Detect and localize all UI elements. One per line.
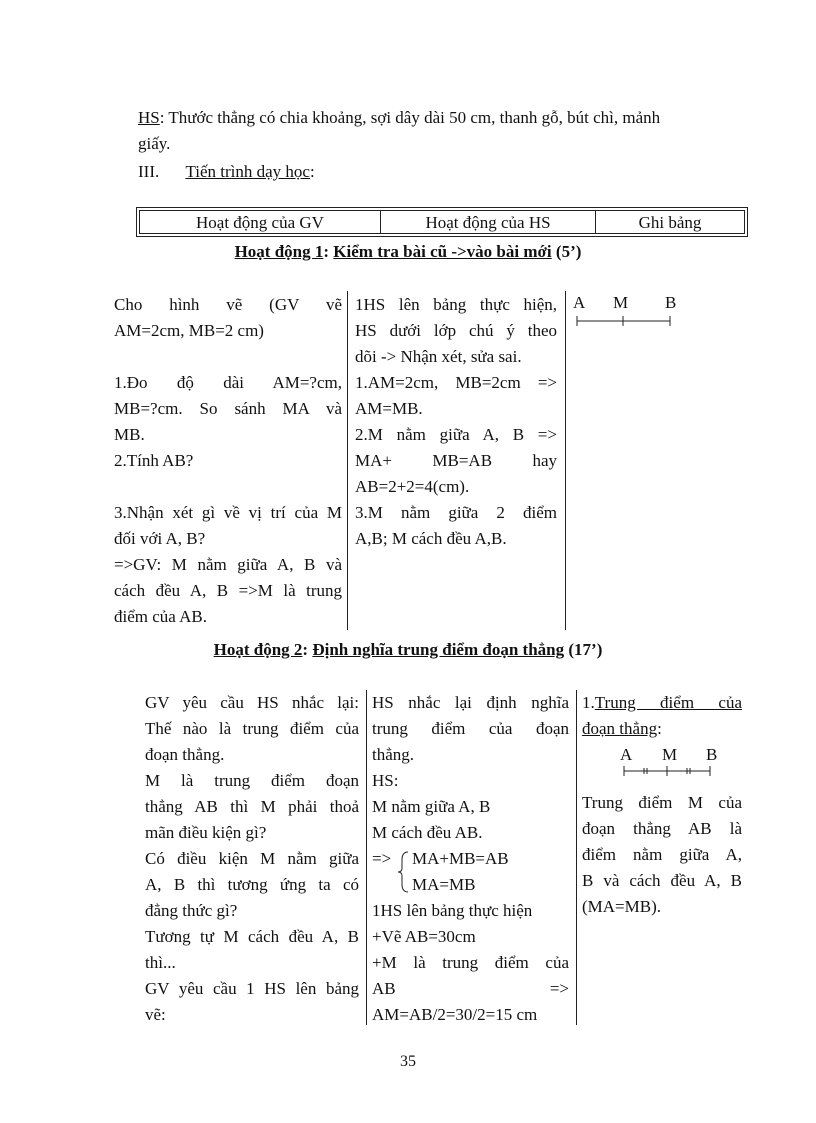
point-label-b: B: [665, 293, 677, 312]
activity1-label: Hoạt động 1: [234, 242, 324, 261]
text-line: mãn điều kiện gì?: [145, 823, 267, 842]
point-label-a: A: [573, 293, 586, 312]
text-line: M là trung điểm đoạn: [145, 771, 359, 790]
page-number: 35: [400, 1053, 416, 1070]
point-label-b: B: [706, 745, 718, 764]
text-line: Có điều kiện M nằm giữa: [145, 849, 359, 868]
text-line: Trung điểm M của: [582, 793, 742, 812]
activity2-label: Hoạt động 2: [213, 640, 303, 659]
text-line: HS dưới lớp chú ý theo: [355, 321, 557, 340]
definition-heading: 1.Trung điểm của: [582, 693, 742, 712]
text-line: Cho hình vẽ (GV vẽ: [114, 295, 342, 314]
text-line: (MA=MB).: [582, 897, 662, 916]
text-line: 3.M nằm giữa 2 điểm: [355, 503, 557, 522]
text-line: =>GV: M nằm giữa A, B và: [114, 555, 342, 574]
text-line: A, B thì tương ứng ta có: [145, 875, 359, 894]
section-number: III.: [138, 162, 160, 181]
text-line: 1.AM=2cm, MB=2cm =>: [355, 373, 557, 392]
text-line: điểm của AB.: [114, 607, 208, 626]
text-line: trung điểm của đoạn: [372, 719, 569, 738]
point-label-a: A: [620, 745, 633, 764]
text-line: M cách đều AB.: [372, 823, 483, 842]
materials-line-2: giấy.: [138, 134, 171, 153]
text-line: thì...: [145, 953, 176, 972]
text-line: thẳng AB thì M phải thoả: [145, 797, 359, 816]
text-line: Thế nào là trung điểm của: [145, 719, 359, 738]
activity2-heading: Hoạt động 2: Định nghĩa trung điểm đoạn thẳng (17’): [213, 640, 603, 659]
segment-diagram-am-b: [571, 293, 691, 333]
definition-heading-2: đoạn thẳng:: [582, 719, 662, 738]
text-line: 1HS lên bảng thực hiện: [372, 901, 533, 920]
text-line: 1.Đo độ dài AM=?cm,: [114, 373, 342, 392]
text-line: B và cách đều A, B: [582, 871, 742, 890]
materials-line-1: [138, 105, 748, 131]
activity2-gv-column: [145, 690, 359, 1028]
text-line: AB =>: [372, 979, 569, 998]
text-line: 1HS lên bảng thực hiện,: [355, 295, 557, 314]
section-title: Tiến trình dạy học: [185, 162, 310, 181]
text-line: HS nhắc lại định nghĩa: [372, 693, 569, 712]
text-line: AM=MB.: [355, 399, 423, 418]
hs-materials-text: : Thước thẳng có chia khoảng, sợi dây dài 50 cm, thanh gỗ, bút chì, mảnh: [159, 108, 661, 127]
divider: [576, 690, 577, 1025]
text-line: vẽ:: [145, 1005, 166, 1024]
implies-arrow: =>: [372, 849, 392, 868]
text-line: 3.Nhận xét gì về vị trí của M: [114, 503, 342, 522]
text-line: GV yêu cầu 1 HS lên bảng: [145, 979, 359, 998]
activity1-title: Kiểm tra bài cũ ->vào bài mới: [333, 242, 552, 261]
midpoint-diagram: [582, 742, 742, 790]
text-line: AM=2cm, MB=2 cm): [114, 321, 264, 340]
condition-system: [372, 846, 569, 898]
table-header: [139, 210, 745, 234]
hs-label: HS: [138, 108, 160, 127]
text-line: 2.Tính AB?: [114, 451, 194, 470]
divider: [565, 291, 566, 630]
text-line: 2.M nằm giữa A, B =>: [355, 425, 557, 444]
divider: [366, 690, 367, 1025]
header-hs: Hoạt động của HS: [381, 211, 596, 233]
text-line: HS:: [372, 771, 399, 790]
equation-2: MA=MB: [412, 875, 476, 894]
text-line: MB=?cm. So sánh MA và: [114, 399, 342, 418]
activity2-title: Định nghĩa trung điểm đoạn thẳng: [312, 640, 565, 659]
activity2-hs-column: [372, 690, 569, 1028]
text-line: đoạn thẳng AB là: [582, 819, 742, 838]
point-label-m: M: [613, 293, 629, 312]
activity2-time: (17’): [568, 640, 603, 659]
text-line: thẳng.: [372, 745, 415, 764]
divider: [347, 291, 348, 630]
segment-line: [618, 764, 718, 778]
text-line: Tương tự M cách đều A, B: [145, 927, 359, 946]
text-line: đối với A, B?: [114, 529, 206, 548]
activity2-ghi-bang-column: [582, 690, 742, 920]
text-line: AM=AB/2=30/2=15 cm: [372, 1005, 538, 1024]
text-line: GV yêu cầu HS nhắc lại:: [145, 693, 359, 712]
point-label-m: M: [662, 745, 678, 764]
section-heading: III. Tiến trình dạy học:: [138, 162, 315, 181]
text-line: M nằm giữa A, B: [372, 797, 491, 816]
activity1-hs-column: [355, 292, 557, 552]
text-line: cách đều A, B =>M là trung: [114, 581, 342, 600]
text-line: A,B; M cách đều A,B.: [355, 529, 507, 548]
equation-1: MA+MB=AB: [412, 849, 509, 868]
text-line: +M là trung điểm của: [372, 953, 569, 972]
text-line: MB.: [114, 425, 145, 444]
text-line: đoạn thẳng.: [145, 745, 225, 764]
text-line: điểm nằm giữa A,: [582, 845, 742, 864]
header-ghi-bang: Ghi bảng: [638, 213, 702, 232]
curly-brace-icon: [396, 850, 410, 894]
text-line: đẳng thức gì?: [145, 901, 238, 920]
text-line: MA+ MB=AB hay: [355, 451, 557, 470]
activity1-heading: Hoạt động 1: Kiểm tra bài cũ ->vào bài mới (5’): [234, 242, 582, 261]
text-line: +Vẽ AB=30cm: [372, 927, 476, 946]
text-line: AB=2+2=4(cm).: [355, 477, 470, 496]
text-line: dõi -> Nhận xét, sửa sai.: [355, 347, 522, 366]
header-gv: Hoạt động của GV: [140, 211, 381, 233]
activity1-time: (5’): [555, 242, 582, 261]
activity1-gv-column: [114, 292, 342, 630]
segment-line: [571, 313, 681, 327]
